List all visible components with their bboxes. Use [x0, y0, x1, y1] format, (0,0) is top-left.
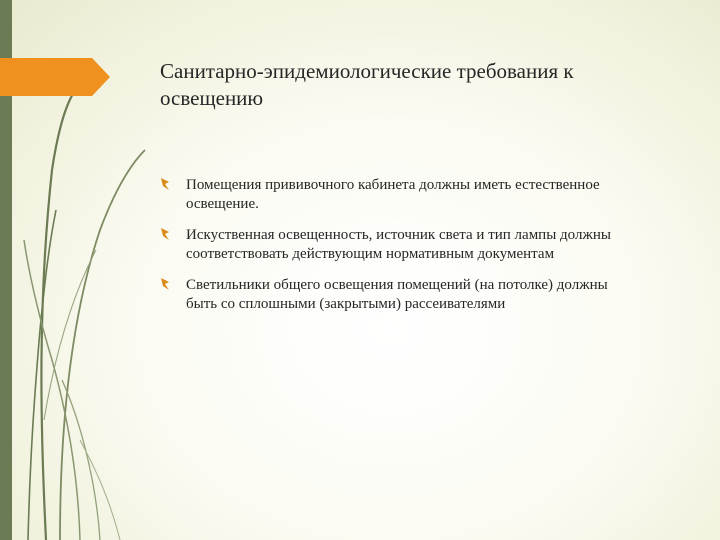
- title-arrow-tab: [0, 58, 110, 96]
- bullet-text: Помещения прививочного кабинета должны иметь естественное освещение.: [186, 177, 600, 212]
- slide-title: Санитарно-эпидемиологические требования к освещению: [160, 59, 574, 110]
- bullet-item: [160, 176, 640, 214]
- bullet-text: Светильники общего освещения помещений (на потолке) должны быть со сплошными (закрытыми) рассеивателями: [186, 277, 608, 312]
- bullet-text: Искуственная освещенность, источник света и тип лампы должны соответствовать действующим нормативным документам: [186, 227, 611, 262]
- bullet-item: [160, 276, 640, 314]
- bullet-item: [160, 226, 640, 264]
- arrow-bullet-icon: [160, 177, 171, 191]
- arrow-bullet-icon: [160, 227, 171, 241]
- arrow-bullet-icon: [160, 277, 171, 291]
- bullet-list: [160, 176, 640, 326]
